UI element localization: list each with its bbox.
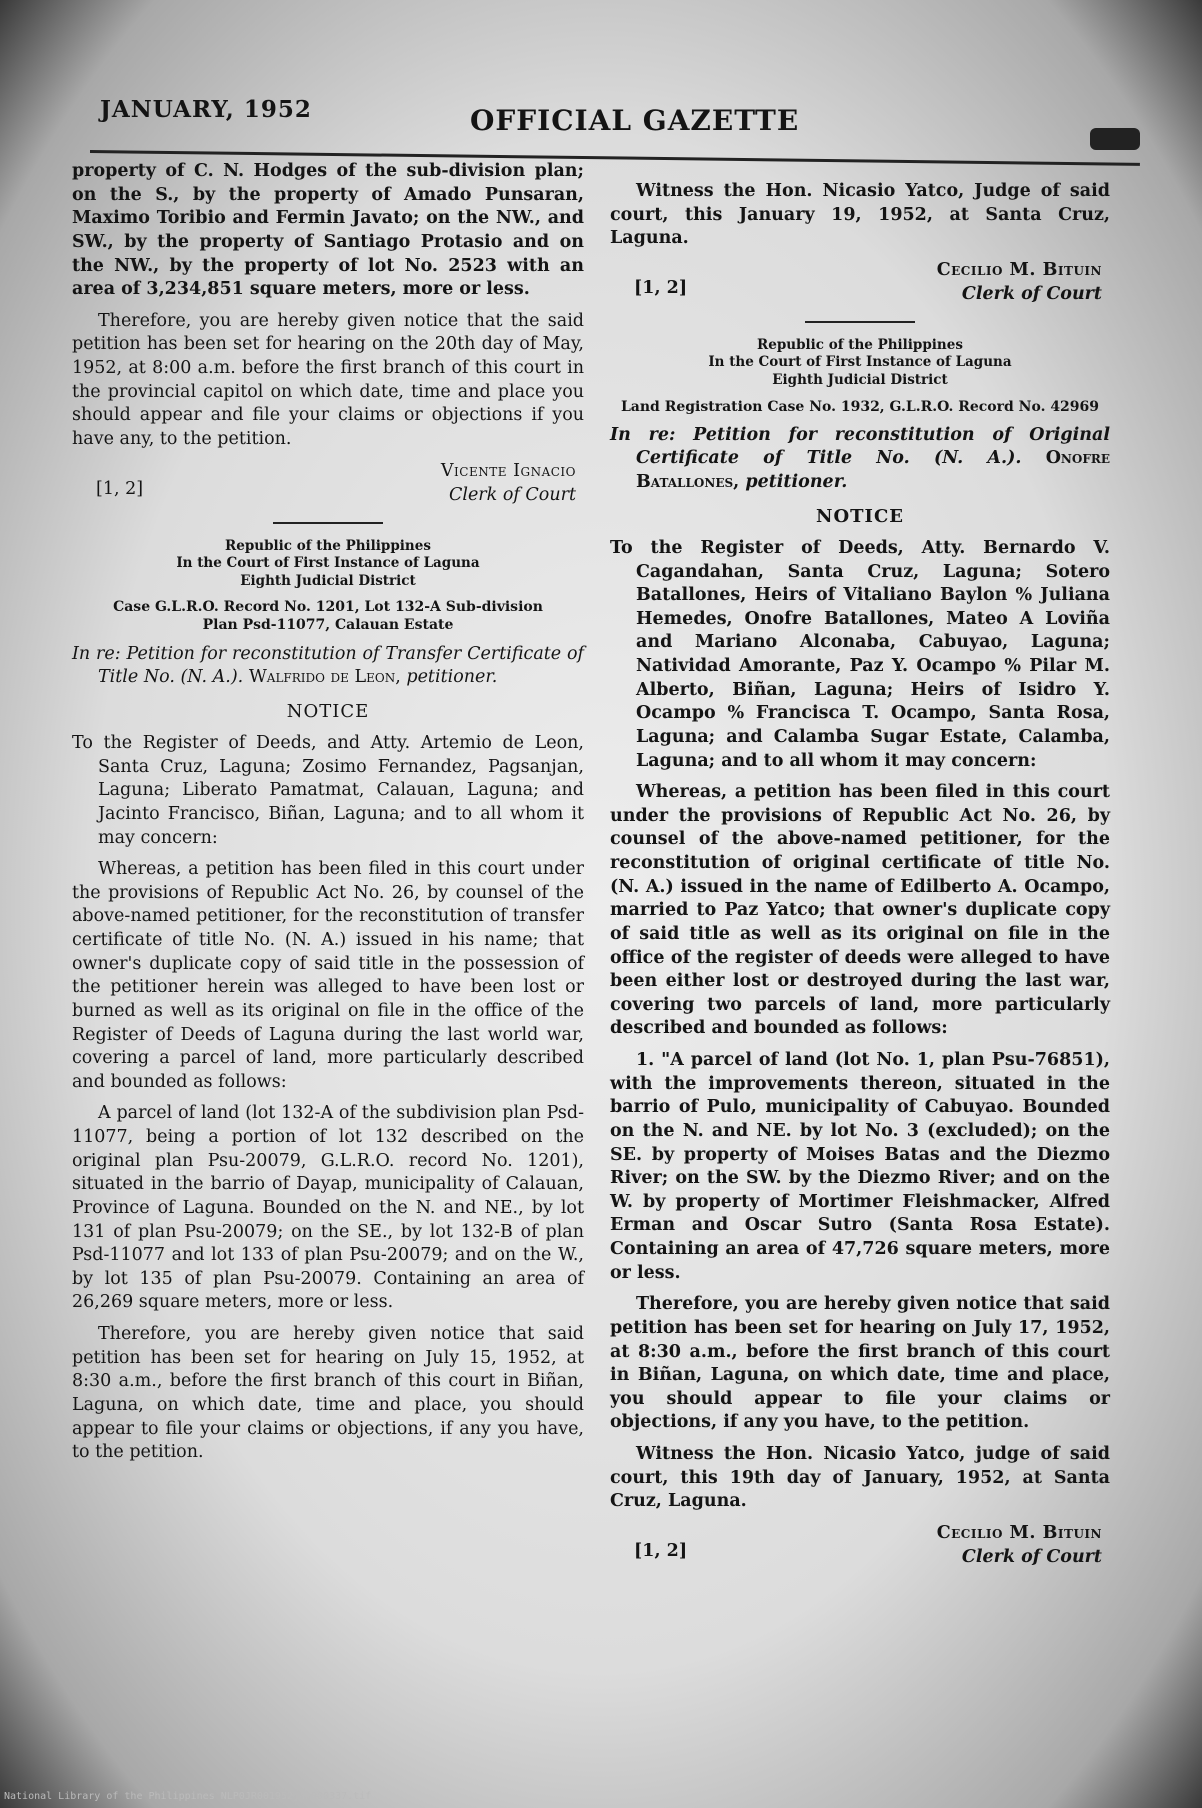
court-caption-line: Eighth Judicial District	[772, 371, 948, 388]
intro-paragraph: property of C. N. Hodges of the sub-division plan; on the S., by the property of Amado Punsaran, Maximo Toribio and Fermin Javato; on the NW., and SW., by the property of Santiago Protasio and on the NW., by the property of lot No. 2523 with an area of 3,234,851 square meters, more or less.	[72, 161, 584, 300]
case-line-2: Plan Psd-11077, Calauan Estate	[202, 617, 454, 634]
case-number	[72, 598, 584, 634]
publication-ref: [1, 2]	[634, 1540, 688, 1561]
in-re-caption	[72, 643, 584, 690]
section-divider	[805, 321, 915, 323]
clerk-name: Cecilio M. Bituin	[936, 259, 1102, 280]
publication-ref: [1, 2]	[634, 277, 688, 298]
page-number-smudge	[1090, 128, 1140, 150]
notice-heading: NOTICE	[286, 700, 370, 722]
issue-date: JANUARY, 1952	[100, 96, 312, 123]
clerk-name: Cecilio M. Bituin	[936, 1522, 1102, 1543]
therefore-paragraph-3: Therefore, you are hereby given notice that said petition has been set for hearing on July 17, 1952, at 8:30 a.m., before the first branch of this court in Biñan, Laguna, on which date, time and place, you should appear to file your claims or objections, if any you have, to the petition.	[610, 1294, 1110, 1433]
whereas-paragraph: Whereas, a petition has been filed in this court under the provisions of Republic Act No. 26, by counsel of the above-named petitioner, for the reconstitution of transfer certificate of title No. (N. A.) issued in his name; that owner's duplicate copy of said title in the possession of the petitioner herein was alleged to have been lost or burned as well as its original on file in the office of the Register of Deeds of Laguna during the last world war, covering a parcel of land, more particularly described and bounded as follows:	[72, 859, 584, 1092]
addressees-paragraph: To the Register of Deeds, Atty. Bernardo V. Cagandahan, Santa Cruz, Laguna; Sotero Batallones, Heirs of Vitaliano Baylon % Juliana Hemedes, Onofre Batallones, Mateo A Loviña and Mariano Alconaba, Cabuyao, Laguna; Natividad Amorante, Paz Y. Ocampo % Pilar M. Alberto, Biñan, Laguna; Heirs of Isidro Y. Ocampo % Francisca T. Ocampo, Santa Rosa, Laguna; and Calamba Sugar Estate, Calamba, Laguna; and to all whom it may concern:	[610, 537, 1110, 771]
court-caption-line: Republic of the Philippines	[225, 537, 431, 554]
in-re-text: In re: Petition for reconstitution of Original Certificate of Title No. (N. A.).	[610, 424, 1110, 469]
witness-paragraph-1: Witness the Hon. Nicasio Yatco, Judge of said court, this January 19, 1952, at Santa Cruz, Laguna.	[610, 181, 1110, 249]
whereas-paragraph: Whereas, a petition has been filed in this court under the provisions of Republic Act No. 26, by counsel of the above-named petitioner, for the reconstitution of original certificate of title No. (N. A.) issued in the name of Edilberto A. Ocampo, married to Paz Yatco; that owner's duplicate copy of said title as well as its original on file in the office of the register of deeds were alleged to have been either lost or destroyed during the last war, covering two parcels of land, more particularly described and bounded as follows:	[610, 782, 1110, 1039]
clerk-title: Clerk of Court	[961, 1546, 1102, 1567]
signature-block-2	[610, 259, 1110, 311]
scan-footer: National Library of the Philippines NLP0JR001952jan000337.tif	[4, 1791, 372, 1802]
petitioner-name: Onofre Batallones,	[636, 448, 1110, 492]
court-caption-line: Eighth Judicial District	[240, 572, 416, 589]
case-number: Land Registration Case No. 1932, G.L.R.O. Record No. 42969	[620, 398, 1100, 415]
witness-paragraph-2: Witness the Hon. Nicasio Yatco, judge of said court, this 19th day of January, 1952, at Santa Cruz, Laguna.	[610, 1444, 1110, 1512]
petitioner-role: petitioner.	[406, 667, 498, 688]
clerk-title: Clerk of Court	[961, 283, 1102, 304]
in-re-text: In re: Petition for reconstitution of Transfer Certificate of Title No. (N. A.).	[72, 643, 584, 688]
clerk-name: Vicente Ignacio	[440, 460, 576, 481]
clerk-title: Clerk of Court	[448, 484, 576, 505]
section-divider	[273, 522, 383, 524]
in-re-caption	[610, 424, 1110, 495]
petitioner-role: petitioner.	[745, 471, 848, 492]
petitioner-name: Walfrido de Leon,	[248, 667, 401, 688]
publication-title: OFFICIAL GAZETTE	[470, 104, 800, 137]
therefore-paragraph-1: Therefore, you are hereby given notice that the said petition has been set for hearing on the 20th day of May, 1952, at 8:00 a.m. before the first branch of this court in the provincial capitol on which date, time and place you should appear and file your claims or objections if you have any, to the petition.	[72, 310, 584, 449]
addressees-paragraph: To the Register of Deeds, and Atty. Artemio de Leon, Santa Cruz, Laguna; Zosimo Fernandez, Pagsanjan, Laguna; Liberato Pamatmat, Calauan, Laguna; and Jacinto Francisco, Biñan, Laguna; and to all whom it may concern:	[72, 733, 584, 848]
court-caption-line: In the Court of First Instance of Laguna	[176, 555, 480, 572]
court-caption-line: In the Court of First Instance of Laguna	[708, 354, 1012, 371]
parcel-description: 1. "A parcel of land (lot No. 1, plan Psu-76851), with the improvements thereon, situated in the barrio of Pulo, municipality of Cabuyao. Bounded on the N. and NE. by lot No. 3 (excluded); on the SE. by property of Moises Batas and the Diezmo River; on the SW. by the Diezmo River; and on the W. by property of Mortimer Fleishmacker, Alfred Erman and Oscar Sutro (Santa Rosa Estate). Containing an area of 47,726 square meters, more or less.	[610, 1050, 1110, 1283]
signature-block-1	[72, 460, 584, 512]
right-column	[610, 180, 1110, 1582]
parcel-description: A parcel of land (lot 132-A of the subdivision plan Psd-11077, being a portion of lot 132 described on the original plan Psu-20079, G.L.R.O. record No. 1201), situated in the barrio of Dayap, municipality of Calauan, Province of Laguna. Bounded on the N. and NE., by lot 131 of plan Psu-20079; on the SE., by lot 132-B of plan Psd-11077 and lot 133 of plan Psu-20079; and on the W., by lot 135 of plan Psu-20079. Containing an area of 26,269 square meters, more or less.	[72, 1103, 584, 1313]
therefore-paragraph-2: Therefore, you are hereby given notice that said petition has been set for hearing on July 15, 1952, at 8:30 a.m., before the first branch of this court in Biñan, Laguna, on which date, time and place, you should appear to file your claims or objections, if any you have, to the petition.	[72, 1324, 584, 1463]
publication-ref: [1, 2]	[96, 478, 144, 499]
court-caption-line: Republic of the Philippines	[757, 336, 963, 353]
notice-heading: NOTICE	[816, 505, 904, 527]
left-column	[72, 160, 584, 1473]
case-line-1: Case G.L.R.O. Record No. 1201, Lot 132-A Sub-division	[113, 599, 543, 616]
signature-block-3	[610, 1522, 1110, 1574]
